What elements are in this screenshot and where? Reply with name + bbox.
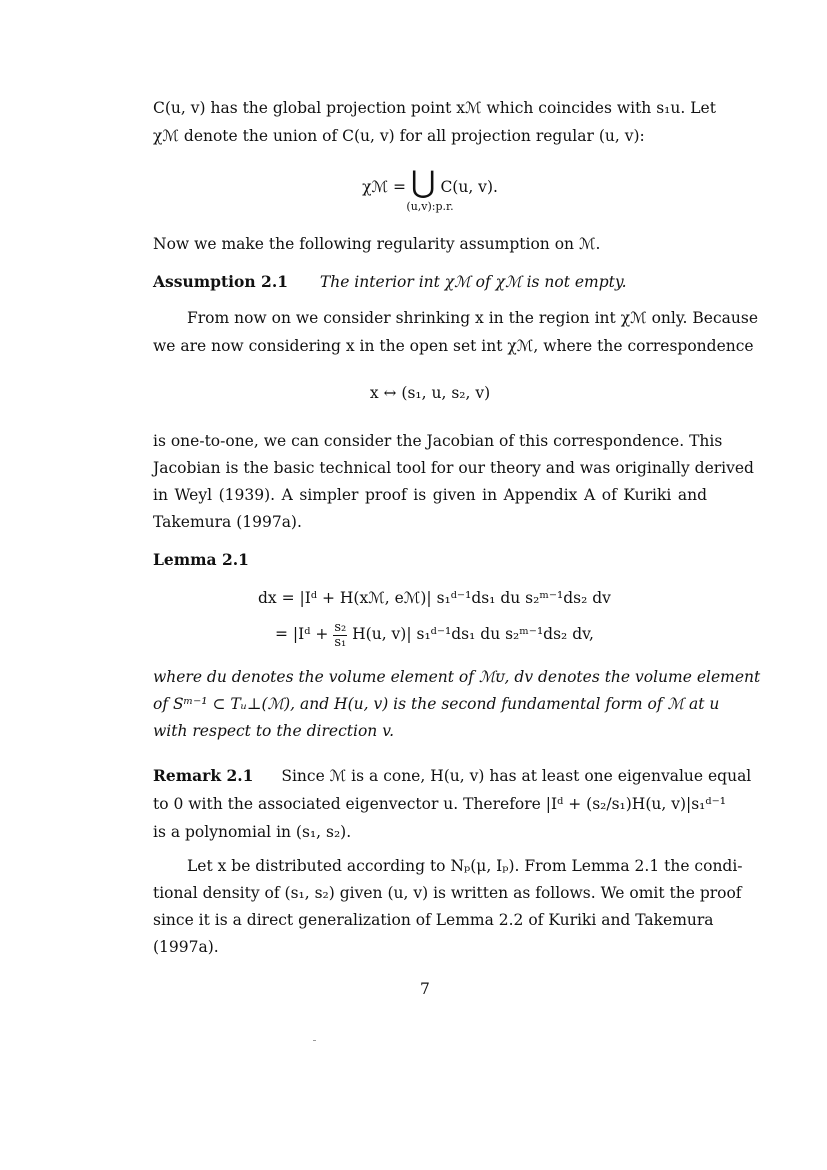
text-line: we are now considering x in the open set int χℳ, where the correspondence <box>153 337 754 355</box>
text-line: is a polynomial in (s₁, s₂). <box>153 823 352 841</box>
text-line: tional density of (s₁, s₂) given (u, v) is written as follows. We omit the proof <box>153 884 742 902</box>
text-line: is one-to-one, we can consider the Jacobian of this correspondence. This <box>153 432 723 450</box>
text-line: Takemura (1997a). <box>153 513 302 531</box>
assumption-text: The interior int χℳ of χℳ is not empty. <box>319 273 627 291</box>
remark-label: Remark 2.1 <box>153 766 254 785</box>
text-line: From now on we consider shrinking x in the region int χℳ only. Because <box>187 309 759 327</box>
text-line: to 0 with the associated eigenvector u. Therefore |Iᵈ + (s₂/s₁)H(u, v)|s₁ᵈ⁻¹ <box>153 795 726 813</box>
remark <box>153 766 752 786</box>
text-line: C(u, v) has the global projection point xℳ which coincides with s₁u. Let <box>153 99 716 117</box>
text-line: in Weyl (1939). A simpler proof is given in Appendix A of Kuriki and <box>153 486 707 504</box>
lemma-label: Lemma 2.1 <box>153 550 249 569</box>
lemma-text-line: where du denotes the volume element of ℳᴜ, dv denotes the volume element <box>153 668 761 686</box>
page-number: 7 <box>420 980 430 998</box>
lemma-text-line: with respect to the direction v. <box>153 722 395 740</box>
lemma-text-line: of Sᵐ⁻¹ ⊂ Tᵤ⊥(ℳ), and H(u, v) is the second fundamental form of ℳ at u <box>153 695 720 713</box>
text-line: Jacobian is the basic technical tool for our theory and was originally derived <box>153 459 754 477</box>
fraction-numerator: s₂ <box>334 619 347 635</box>
union-subscript: (u,v):p.r. <box>406 200 454 213</box>
text-line: χℳ denote the union of C(u, v) for all projection regular (u, v): <box>153 127 645 145</box>
equation-lhs: χℳ = <box>362 178 406 196</box>
assumption-label: Assumption 2.1 <box>153 272 289 291</box>
assumption <box>153 272 627 292</box>
union-symbol: ⋃ <box>410 165 436 200</box>
text-line: Let x be distributed according to Nₚ(μ, Iₚ). From Lemma 2.1 the condi- <box>187 857 743 875</box>
fraction <box>333 621 347 650</box>
lemma-equation-2 <box>275 616 594 652</box>
eq2-suffix: H(u, v)| s₁ᵈ⁻¹ds₁ du s₂ᵐ⁻¹ds₂ dv, <box>352 625 594 643</box>
text-line: since it is a direct generalization of Lemma 2.2 of Kuriki and Takemura <box>153 911 714 929</box>
fraction-denominator: s₁ <box>334 634 347 650</box>
remark-text: Since ℳ is a cone, H(u, v) has at least one eigenvalue equal <box>281 767 752 785</box>
display-equation-union <box>153 165 707 200</box>
lemma-equation-1: dx = |Iᵈ + H(xℳ, eℳ)| s₁ᵈ⁻¹ds₁ du s₂ᵐ⁻¹ds₂ dv <box>258 589 611 607</box>
scan-speck <box>313 1040 316 1041</box>
text-line: (1997a). <box>153 938 219 956</box>
equation-rhs: C(u, v). <box>440 178 498 196</box>
text-line: Now we make the following regularity assumption on ℳ. <box>153 235 601 253</box>
eq2-prefix: = |Iᵈ + <box>275 625 329 643</box>
display-equation-correspondence: x ↔ (s₁, u, s₂, v) <box>369 384 491 402</box>
